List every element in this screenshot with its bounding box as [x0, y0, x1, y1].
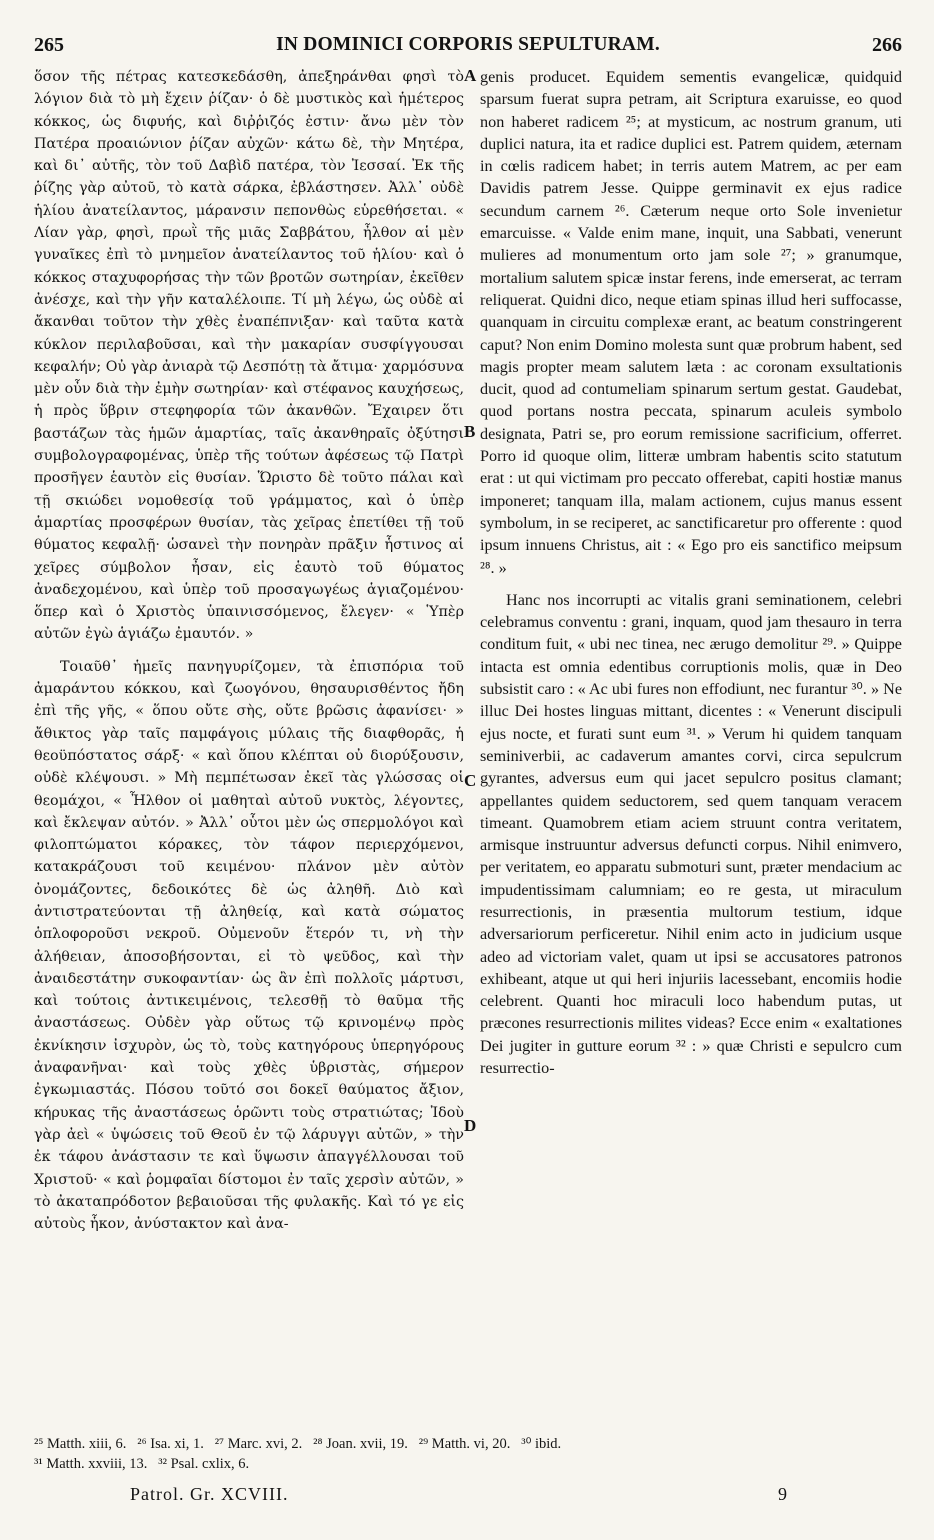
page-number-right: 266	[872, 34, 902, 56]
signature-mark: 9	[778, 1484, 787, 1504]
page-footer	[34, 1484, 902, 1508]
footnotes	[34, 1434, 902, 1474]
latin-column	[480, 66, 902, 1403]
page-number-left: 265	[34, 34, 64, 56]
margin-marker-d: D	[464, 1116, 477, 1135]
greek-column	[34, 66, 464, 1403]
margin-marker-a: A	[464, 66, 477, 85]
running-title: IN DOMINICI CORPORIS SEPULTURAM.	[276, 34, 660, 55]
running-header	[34, 34, 902, 60]
greek-paragraph-2: Τοιαῦθ᾿ ἡμεῖς πανηγυρίζομεν, τὰ ἐπισπόρια τοῦ ἀμαράντου κόκκου, καὶ ζωογόνου, θησαυρισθέντος ἤδη ἐπὶ τῆς γῆς, « ὅπου οὔτε σὴς, οὔτε βρῶσις ἀφανίσει· » ἄθικτος γὰρ ταῖς παμφάγοις μύλαις τῆς διαφθορᾶς, ἡ θεοϋπόστατος σάρξ· « καὶ ὅπου κλέπται οὐ διορύξουσιν, οὐδὲ κλέψουσι. » Μὴ πεμπέτωσαν ἐκεῖ τὰς γλώσσας οἱ θεομάχοι, « Ἦλθον οἱ μαθηταὶ αὐτοῦ νυκτὸς, λέγοντες, καὶ ἔκλεψαν αὐτόν. » Ἀλλ᾿ οὗτοι μὲν ὡς σπερμολόγοι καὶ φιλοπτώματοι κόρακες, τὸν τάφον περιερχόμενοι, κατακράζουσι τοῦ κειμένου· πλάνον μὲν αὐτὸν ὀνομάζοντες, δεδοικότες δὲ ὡς ἀληθῆ. Διὸ καὶ ἀντιστρατεύονται τῇ ἀληθείᾳ, καὶ κατὰ σώματος ὁπλοφοροῦσι νεκροῦ. Οὐμενοῦν ἕτερόν τι, νὴ τὴν ἀλήθειαν, ἀποσοβήσονται, εἰ τὸ ψεῦδος, καὶ τὴν ἀναιδεστάτην συκοφαντίαν· ὡς ἂν ἐπὶ πολλοῖς μάρτυσι, καὶ τούτοις ἀντικειμένοις, τελεσθῇ τὸ θαῦμα τῆς ἀναστάσεως. Οὐδὲν γὰρ οὕτως τῷ κρινομένῳ πρὸς ἐκνίκησιν ἰσχυρὸν, ὡς τὸ, τοὺς κατηγόρους ὑπερηγόρους ἀναφανῆναι· καὶ τοὺς χθὲς ὑβριστὰς, σήμερον ἐγκωμιαστάς. Πόσου τοῦτό σοι δοκεῖ θαύματος ἄξιον, κήρυκας τῆς ἀναστάσεως ὁρῶντι τοὺς στρατιώτας; Ἰδοὺ γὰρ ἀεὶ « ὑψώσεις τοῦ Θεοῦ ἐν τῷ λάρυγγι αὐτῶν, » τὴν ἐκ τάφου ἀνάστασιν τε καὶ ὕψωσιν ἀπαγγέλλουσαι τοῦ Χριστοῦ· « καὶ ῥομφαῖαι δίστομοι ἐν ταῖς χερσὶν αὐτῶν, » τὸ ἀκαταπρόδοτον βεβαιοῦσαι τῆς φυλακῆς. Καὶ τό γε εἰς αὐτοὺς ἧκον, ἀνύστακτον καὶ ἀνα-	[34, 658, 464, 1233]
footnote-line-1: ²⁵ Matth. xiii, 6. ²⁶ Isa. xi, 1. ²⁷ Marc. xvi, 2. ²⁸ Joan. xvii, 19. ²⁹ Matth. vi, 20. ³⁰ ibid.	[34, 1436, 562, 1452]
series-title: Patrol. Gr. XCVIII.	[130, 1484, 289, 1504]
latin-paragraph-1: genis producet. Equidem sementis evangelicæ, quidquid sparsum fuerat supra petram, ait Scriptura exaruisse, eo quod non haberet radicem ²⁵; at mysticum, ac nostrum granum, uti duplici natura, ita et radice duplici est. Patrem quidem, æternam in cœlis radicem habet; in terris autem Matrem, ac per eam Davidis patrem Jesse. Quippe germinavit ex ejus radice secundum carnem ²⁶. Cæterum neque orto Sole invenietur emarcuisse. « Valde enim mane, inquit, una Sabbati, venerunt mulieres ad monumentum orto jam sole ²⁷; » granumque, mortalium salutem spicæ instar ferens, inde emerserat, ac terram reliquerat. Quidni dico, neque etiam spinas illud heri suffocasse, quanquam in circuitu complexæ erant, ac beatum constringerent caput? Non enim Domino molesta sunt quæ probrum habent, sed magis propter meam salutem læta : ac coronam exsultationis ducit, quod ad contumeliam spinarum sertum gestat. Gaudebat, quod portans nostra peccata, spinarum aculeis symbolo designata, Patri se, pro eorum remissione sacrificium, offerret. Porro id quoque olim, litteræ umbram habentis scito statutum erat : ut qui victimam pro peccato offerebat, capiti hostiæ manus imponeret; tanquam illa, malam actionem, cujus manus essent symbolum, in se reciperet, ac sanctificaretur pro offerente : quod ipsum innuens Christus, ait : « Ego pro eis sanctifico meipsum ²⁸. »	[480, 68, 902, 577]
latin-paragraph-2: Hanc nos incorrupti ac vitalis grani seminationem, celebri celebramus conventu : grani, inquam, quod jam thesauro in terra conditum fuit, « ubi nec tinea, nec ærugo demolitur ²⁹. » Quippe intacta est omnia edentibus corruptionis molis, quæ in Deo subsistit caro : « Ac ubi fures non effodiunt, nec furantur ³⁰. » Ne illuc Dei hostes linguas mittant, dicentes : « Venerunt discipuli ejus nocte, et furati sunt eum ³¹. » Verum hi quidem tanquam seminiverbii, ac cadaverum amantes corvi, circa sepulcrum gyrantes, adversus eum qui jacet sepulcro positus clamant; appellantes quidem seductorem, sed quem tanquam veracem timeant. Quamobrem etiam aciem struunt contra veritatem, armisque instruuntur adversus defuncti corpus. Nihil enimvero, per veritatem, eo apparatu submoturi sunt, præter mendacium ac impudentissimam calumniam; eo re gesta, ut miraculum resurrectionis, in præsentia multorum testium, idque adversariorum perficeretur. Nihil enim acto in judicium usque adeo ad victoriam valet, quam ut ipsi se accusatores patronos exhibeant, atque ut qui heri injuriis lacessebant, encomiis hodie celebrent. Quanti hoc miraculi loco habendum putas, ut præcones resurrectionis milites videas? Ecce enim « exaltationes Dei jugiter in gutture eorum ³² : » quæ Christi e sepulcro cum resurrectio-	[480, 590, 902, 1078]
greek-paragraph-1: ὅσον τῆς πέτρας κατεσκεδάσθη, ἀπεξηράνθαι φησὶ τὸ λόγιον διὰ τὸ μὴ ἔχειν ῥίζαν· ὁ δὲ μυστικὸς καὶ ἡμέτερος κόκκος, ὡς διφυής, καὶ διῤῥιζός ἐστιν· ἄνω μὲν τὸν Πατέρα προαιώνιον ῥίζαν αὐχῶν· κάτω δὲ, τὴν Μητέρα, καὶ δι᾿ αὐτῆς, τὸν τοῦ Δαβὶδ πατέρα, τὸν Ἰεσσαί. Ἐκ τῆς ῥίζης γὰρ αὐτοῦ, τὸ κατὰ σάρκα, ἐβλάστησεν. Ἀλλ᾿ οὐδὲ ἡλίου ἀνατείλαντος, μάρανσιν πεπονθὼς εὑρεθήσεται. « Λίαν γὰρ, φησὶ, πρωῒ τῆς μιᾶς Σαββάτου, ἦλθον αἱ μὲν γυναῖκες ἐπὶ τὸ μνημεῖον ἀνατείλαντος τοῦ ἡλίου· καὶ ὁ κόκκος σταχυφορήσας τὴν τῶν βροτῶν σωτηρίαν, ἐκεῖθεν ἀνέσχε, καὶ τὴν γῆν καταλέλοιπε. Τί μὴ λέγω, ὡς οὐδὲ αἱ ἄκανθαι τοῦτον τὴν χθὲς ἐναπέπνιξαν· καὶ ταῦτα κατὰ κύκλον περιλαβοῦσαι, καὶ τὴν μακαρίαν συσφίγγουσαι κεφαλήν; Οὐ γὰρ ἀνιαρὰ τῷ Δεσπότῃ τὰ ἄτιμα· χαρμόσυνα μὲν οὖν διὰ τὴν ἐμὴν σωτηρίαν· καὶ στέφανος καυχήσεως, ἡ πρὸς ὕβριν στεφηφορία τῶν ἀκανθῶν. Ἔχαιρεν ὅτι βαστάζων τὰς ἡμῶν ἁμαρτίας, ταῖς ἀκανθηραῖς ὀξύτησι συμβολογραφομένας, ὑπὲρ τῆς τούτων ἀφέσεως τῷ Πατρὶ προσῆγεν ἑαυτὸν εἰς θυσίαν. Ὥριστο δὲ τοῦτο πάλαι καὶ τῇ σκιώδει νομοθεσίᾳ τοῦ γράμματος, καὶ ὁ ὑπὲρ ἁμαρτίας προσφέρων θυσίαν, τὰς χεῖρας ἐπετίθει τῇ τοῦ θύματος κεφαλῇ· ὡσανεὶ τὴν πονηρὰν πρᾶξιν ἧστινος αἱ χεῖρες σύμβολον ἦσαν, εἰς ἑαυτὸ τοῦ θύματος ἀναδεχομένου, καὶ ὑπὲρ τοῦ προσαγωγέως ἁγιαζομένου· ὅπερ καὶ ὁ Χριστὸς ὑπαινισσόμενος, ἔλεγεν· « Ὑπὲρ αὐτῶν ἐγὼ ἁγιάζω ἐμαυτόν. »	[34, 69, 464, 643]
margin-marker-c: C	[464, 771, 477, 790]
footnote-line-2: ³¹ Matth. xxviii, 13. ³² Psal. cxlix, 6.	[34, 1456, 250, 1472]
margin-marker-b: B	[464, 422, 476, 441]
